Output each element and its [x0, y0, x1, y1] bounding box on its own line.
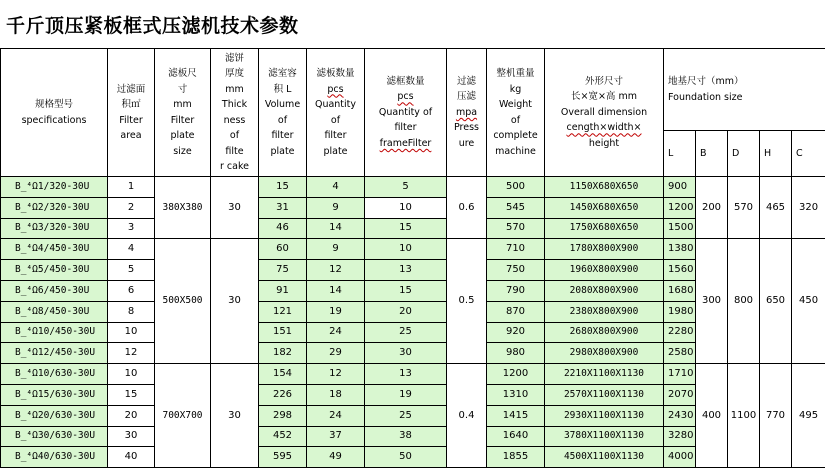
header-volume-line-4: filter	[271, 130, 294, 141]
header-dimension-line-3: cength×width×	[566, 122, 642, 134]
cell-foundation-l: 1560	[664, 260, 696, 281]
header-plates-line-2: Quantity	[314, 99, 357, 110]
header-pressure-line-1: 压滤	[456, 91, 476, 103]
header-pressure	[447, 49, 487, 177]
header-volume-line-2: Volume	[264, 99, 301, 110]
header-plates-line-1: pcs	[327, 83, 344, 95]
header-volume-line-1: 积 L	[273, 83, 292, 95]
cell-plates: 29	[307, 343, 365, 364]
header-plates-line-0: 滤板数量	[316, 68, 355, 79]
header-plates-line-5: plate	[323, 145, 348, 157]
cell-foundation-l: 2580	[664, 343, 696, 364]
cell-cake: 30	[211, 177, 259, 239]
cell-volume: 60	[259, 239, 307, 260]
cell-foundation-h: 770	[760, 364, 792, 468]
header-weight-line-2: Weight	[498, 99, 533, 110]
header-spec-line-1: specifications	[21, 114, 87, 126]
header-foundation-line-1: Foundation size	[668, 91, 743, 103]
header-pressure-line-3: Press	[453, 122, 479, 134]
cell-weight: 1310	[487, 384, 545, 405]
header-row	[1, 49, 825, 131]
title-bar	[0, 0, 825, 48]
cell-area: 20	[108, 405, 155, 426]
header-foundation-b: B	[696, 131, 728, 177]
header-plate-size-line-0: 滤板尺	[168, 68, 197, 79]
cell-model: B̲⁴Ω8/450-30U	[1, 301, 108, 322]
header-frames	[365, 49, 447, 177]
header-weight-line-1: kg	[509, 83, 522, 95]
header-plate-size-line-3: Filter	[170, 114, 195, 126]
cell-foundation-d: 1100	[728, 364, 760, 468]
header-weight-line-0: 整机重量	[496, 68, 535, 79]
cell-frames: 30	[365, 343, 447, 364]
header-frames-line-3: filter	[394, 122, 417, 134]
cell-area: 8	[108, 301, 155, 322]
header-foundation-h: H	[760, 131, 792, 177]
cell-area: 30	[108, 426, 155, 447]
header-frames-line-2: Quantity of	[378, 106, 433, 118]
cell-plates: 37	[307, 426, 365, 447]
header-foundation-l: L	[664, 131, 696, 177]
header-cake-line-0: 滤饼	[224, 52, 244, 64]
cell-frames: 25	[365, 322, 447, 343]
header-plate-size	[155, 49, 211, 177]
cell-dimension: 2570X1100X1130	[545, 384, 664, 405]
cell-plate-size: 380X380	[155, 177, 211, 239]
header-area-line-1: 积㎡	[121, 99, 141, 110]
cell-model: B̲⁴Ω1/320-30U	[1, 177, 108, 198]
header-dimension-line-4: height	[588, 137, 620, 149]
cell-plates: 12	[307, 260, 365, 281]
cell-frames: 10	[365, 197, 447, 218]
cell-foundation-l: 2280	[664, 322, 696, 343]
cell-volume: 46	[259, 218, 307, 239]
header-cake-line-2: mm	[225, 83, 244, 95]
cell-volume: 154	[259, 364, 307, 385]
header-frames-line-0: 滤框数量	[386, 75, 425, 87]
cell-foundation-l: 1500	[664, 218, 696, 239]
header-cake	[211, 49, 259, 177]
cell-foundation-c: 450	[792, 239, 825, 364]
cell-area: 12	[108, 343, 155, 364]
cell-foundation-h: 465	[760, 177, 792, 239]
cell-foundation-l: 900	[664, 177, 696, 198]
header-area-line-0: 过滤面	[116, 83, 146, 95]
page-title: 千斤顶压紧板框式压滤机技术参数	[6, 14, 299, 37]
cell-area: 1	[108, 177, 155, 198]
cell-area: 15	[108, 384, 155, 405]
cell-foundation-b: 200	[696, 177, 728, 239]
cell-frames: 38	[365, 426, 447, 447]
cell-model: B̲⁴Ω15/630-30U	[1, 384, 108, 405]
cell-foundation-l: 1710	[664, 364, 696, 385]
cell-weight: 545	[487, 197, 545, 218]
cell-volume: 75	[259, 260, 307, 281]
spec-sheet	[0, 48, 825, 476]
cell-plates: 9	[307, 239, 365, 260]
table-row	[1, 364, 825, 385]
table-row	[1, 239, 825, 260]
cell-area: 6	[108, 280, 155, 301]
cell-frames: 15	[365, 280, 447, 301]
cell-volume: 298	[259, 405, 307, 426]
cell-model: B̲⁴Ω3/320-30U	[1, 218, 108, 239]
cell-plates: 9	[307, 197, 365, 218]
cell-dimension: 1150X680X650	[545, 177, 664, 198]
header-plates-line-3: of	[330, 114, 341, 126]
header-cake-line-7: r cake	[220, 161, 249, 172]
cell-model: B̲⁴Ω20/630-30U	[1, 405, 108, 426]
cell-plates: 12	[307, 364, 365, 385]
header-cake-line-3: Thick	[221, 99, 248, 110]
cell-volume: 595	[259, 447, 307, 468]
header-weight-line-5: machine	[495, 145, 536, 157]
cell-foundation-h: 650	[760, 239, 792, 364]
header-frames-line-1: pcs	[397, 91, 414, 103]
spec-table	[0, 48, 825, 468]
cell-foundation-l: 3280	[664, 426, 696, 447]
header-foundation	[664, 49, 825, 131]
header-cake-line-6: filte	[225, 145, 244, 157]
header-area-line-3: area	[120, 130, 142, 141]
cell-plates: 24	[307, 405, 365, 426]
cell-frames: 20	[365, 301, 447, 322]
cell-dimension: 1780X800X900	[545, 239, 664, 260]
header-dimension	[545, 49, 664, 177]
cell-plate-size: 500X500	[155, 239, 211, 364]
cell-foundation-b: 300	[696, 239, 728, 364]
header-spec	[1, 49, 108, 177]
header-plate-size-line-5: size	[173, 145, 192, 157]
cell-foundation-l: 1380	[664, 239, 696, 260]
cell-pressure: 0.6	[447, 177, 487, 239]
cell-frames: 15	[365, 218, 447, 239]
cell-weight: 710	[487, 239, 545, 260]
header-volume-line-5: plate	[270, 145, 295, 157]
cell-foundation-l: 2430	[664, 405, 696, 426]
cell-area: 10	[108, 364, 155, 385]
header-weight-line-4: complete	[493, 130, 538, 141]
cell-volume: 182	[259, 343, 307, 364]
cell-area: 40	[108, 447, 155, 468]
cell-pressure: 0.4	[447, 364, 487, 468]
cell-model: B̲⁴Ω10/450-30U	[1, 322, 108, 343]
cell-volume: 91	[259, 280, 307, 301]
cell-model: B̲⁴Ω10/630-30U	[1, 364, 108, 385]
header-area	[108, 49, 155, 177]
header-plate-size-line-1: 寸	[177, 83, 188, 95]
cell-frames: 25	[365, 405, 447, 426]
cell-dimension: 3780X1100X1130	[545, 426, 664, 447]
cell-weight: 1415	[487, 405, 545, 426]
header-pressure-line-0: 过滤	[456, 75, 476, 87]
header-dimension-line-1: 长×宽×高 mm	[571, 91, 637, 103]
cell-dimension: 1960X800X900	[545, 260, 664, 281]
cell-model: B̲⁴Ω4/450-30U	[1, 239, 108, 260]
cell-volume: 452	[259, 426, 307, 447]
cell-foundation-d: 570	[728, 177, 760, 239]
cell-weight: 920	[487, 322, 545, 343]
cell-frames: 13	[365, 364, 447, 385]
header-cake-line-4: ness	[223, 114, 246, 126]
cell-plates: 19	[307, 301, 365, 322]
header-pressure-line-4: ure	[458, 137, 475, 149]
cell-area: 2	[108, 197, 155, 218]
cell-weight: 870	[487, 301, 545, 322]
header-volume-line-0: 滤室容	[268, 68, 297, 79]
cell-weight: 1855	[487, 447, 545, 468]
header-cake-line-5: of	[229, 130, 240, 141]
cell-dimension: 2080X800X900	[545, 280, 664, 301]
cell-cake: 30	[211, 364, 259, 468]
cell-area: 5	[108, 260, 155, 281]
cell-dimension: 4500X1100X1130	[545, 447, 664, 468]
cell-model: B̲⁴Ω5/450-30U	[1, 260, 108, 281]
cell-foundation-l: 1680	[664, 280, 696, 301]
cell-volume: 121	[259, 301, 307, 322]
cell-foundation-c: 495	[792, 364, 825, 468]
cell-pressure: 0.5	[447, 239, 487, 364]
cell-foundation-l: 1200	[664, 197, 696, 218]
header-foundation-d: D	[728, 131, 760, 177]
header-cake-line-1: 厚度	[224, 68, 244, 79]
cell-plates: 14	[307, 218, 365, 239]
cell-dimension: 2680X800X900	[545, 322, 664, 343]
cell-area: 10	[108, 322, 155, 343]
header-plates	[307, 49, 365, 177]
header-weight-line-3: of	[510, 114, 521, 126]
cell-foundation-l: 4000	[664, 447, 696, 468]
cell-foundation-l: 1980	[664, 301, 696, 322]
cell-weight: 790	[487, 280, 545, 301]
cell-frames: 50	[365, 447, 447, 468]
table-row	[1, 177, 825, 198]
cell-model: B̲⁴Ω6/450-30U	[1, 280, 108, 301]
cell-model: B̲⁴Ω40/630-30U	[1, 447, 108, 468]
header-dimension-line-2: Overall dimension	[560, 106, 648, 118]
header-area-line-2: Filter	[119, 114, 143, 126]
cell-volume: 31	[259, 197, 307, 218]
header-spec-line-0: 规格型号	[34, 99, 73, 110]
cell-cake: 30	[211, 239, 259, 364]
cell-dimension: 1450X680X650	[545, 197, 664, 218]
cell-volume: 226	[259, 384, 307, 405]
header-plates-line-4: filter	[324, 130, 347, 141]
cell-model: B̲⁴Ω30/630-30U	[1, 426, 108, 447]
header-foundation-c: C	[792, 131, 825, 177]
cell-dimension: 2980X800X900	[545, 343, 664, 364]
cell-foundation-c: 320	[792, 177, 825, 239]
header-dimension-line-0: 外形尺寸	[584, 75, 623, 87]
cell-plates: 24	[307, 322, 365, 343]
cell-model: B̲⁴Ω2/320-30U	[1, 197, 108, 218]
cell-volume: 15	[259, 177, 307, 198]
header-volume	[259, 49, 307, 177]
cell-plates: 49	[307, 447, 365, 468]
cell-frames: 19	[365, 384, 447, 405]
cell-weight: 570	[487, 218, 545, 239]
cell-dimension: 2930X1100X1130	[545, 405, 664, 426]
header-plate-size-line-4: plate	[170, 130, 195, 141]
cell-plates: 4	[307, 177, 365, 198]
cell-frames: 13	[365, 260, 447, 281]
header-volume-line-3: of	[277, 114, 288, 126]
header-plate-size-line-2: mm	[173, 99, 192, 110]
cell-plates: 14	[307, 280, 365, 301]
cell-area: 3	[108, 218, 155, 239]
cell-area: 4	[108, 239, 155, 260]
cell-frames: 5	[365, 177, 447, 198]
cell-weight: 1200	[487, 364, 545, 385]
header-frames-line-4: frameFilter	[379, 137, 432, 149]
cell-weight: 1640	[487, 426, 545, 447]
cell-dimension: 2210X1100X1130	[545, 364, 664, 385]
header-pressure-line-2: mpa	[455, 106, 478, 118]
header-foundation-line-0: 地基尺寸（mm）	[668, 76, 744, 87]
cell-frames: 10	[365, 239, 447, 260]
cell-plates: 18	[307, 384, 365, 405]
cell-weight: 980	[487, 343, 545, 364]
cell-volume: 151	[259, 322, 307, 343]
cell-dimension: 1750X680X650	[545, 218, 664, 239]
cell-foundation-l: 2070	[664, 384, 696, 405]
cell-foundation-b: 400	[696, 364, 728, 468]
cell-weight: 500	[487, 177, 545, 198]
cell-dimension: 2380X800X900	[545, 301, 664, 322]
cell-foundation-d: 800	[728, 239, 760, 364]
header-weight	[487, 49, 545, 177]
cell-plate-size: 700X700	[155, 364, 211, 468]
cell-weight: 750	[487, 260, 545, 281]
cell-model: B̲⁴Ω12/450-30U	[1, 343, 108, 364]
